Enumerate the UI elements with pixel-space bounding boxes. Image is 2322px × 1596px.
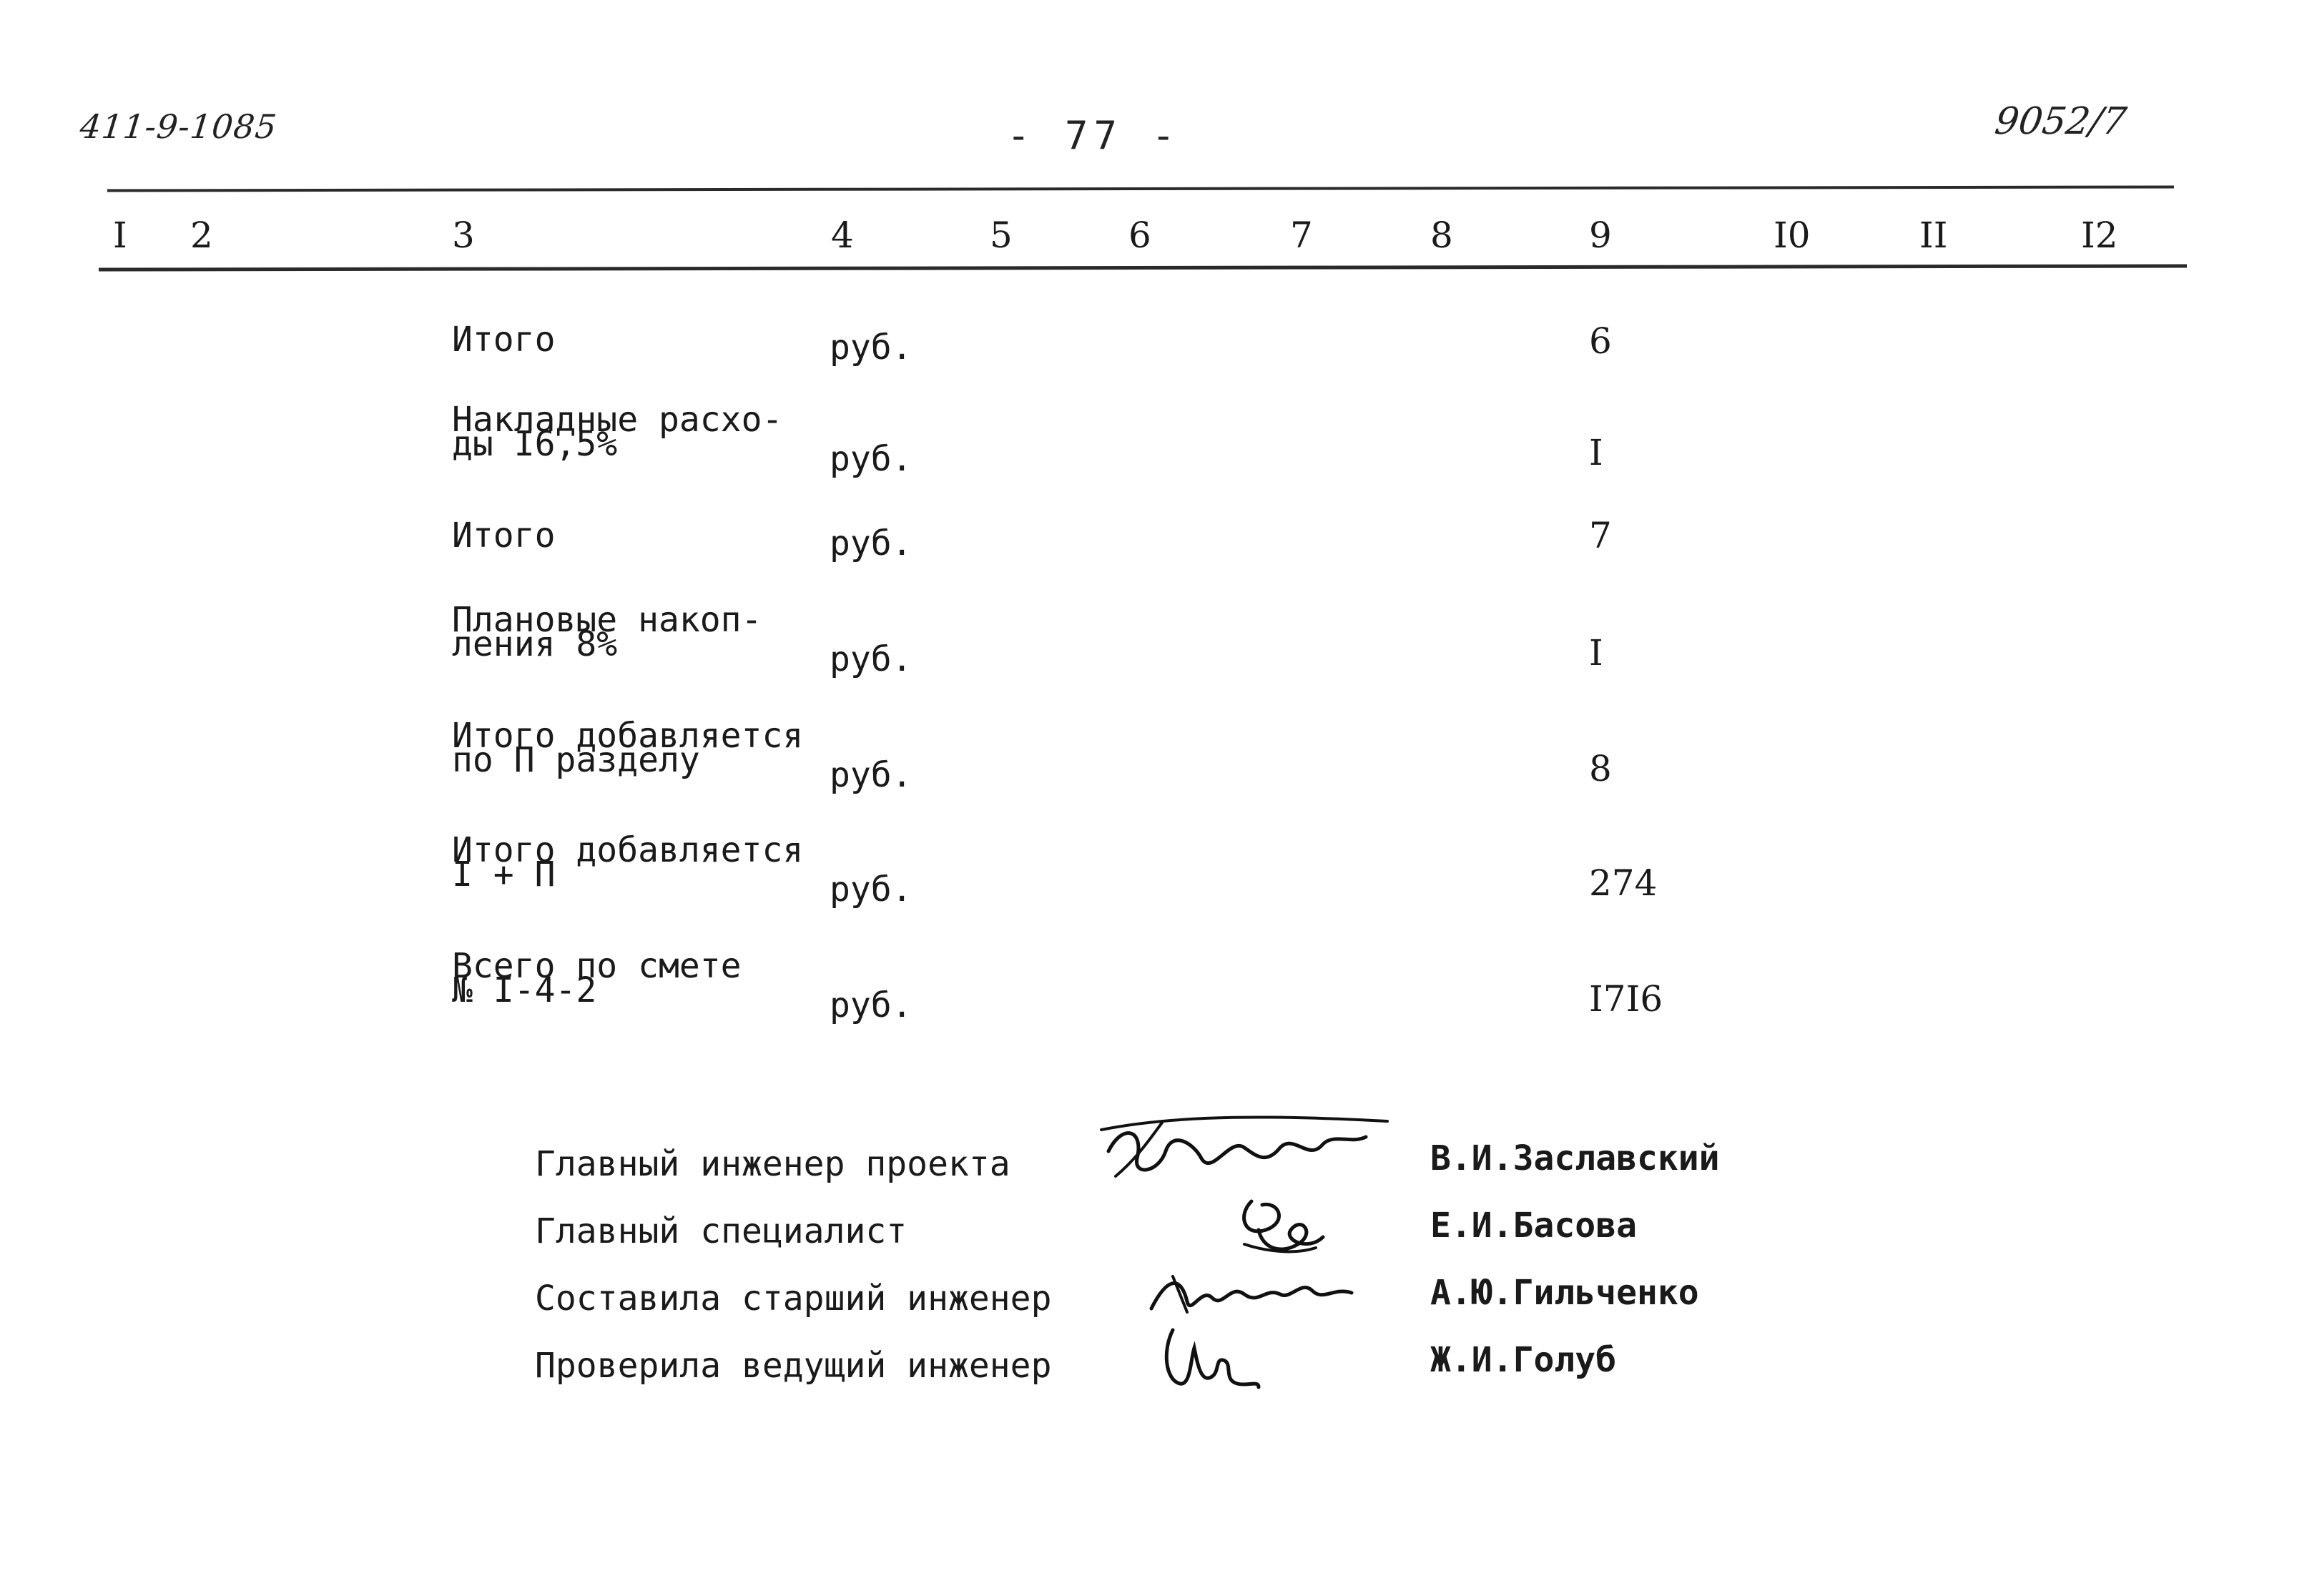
signatory-name: Е.И.Басова — [1430, 1206, 1637, 1246]
signatory-title: Главный инженер проекта — [535, 1144, 1010, 1184]
row-unit: руб. — [830, 870, 912, 910]
column-number: II — [1919, 215, 1948, 256]
row-label: Плановые накоп- ления 8% — [452, 600, 762, 664]
row-value: 7 — [1589, 515, 1612, 556]
page-number: - 77 - — [1007, 113, 1181, 158]
row-label: Итого добавляется по П разделу — [452, 716, 804, 780]
table-top-rule — [107, 185, 2174, 192]
column-number: 9 — [1589, 215, 1612, 256]
signatory-name: А.Ю.Гильченко — [1430, 1273, 1699, 1313]
signatory-name: В.И.Заславский — [1430, 1138, 1720, 1178]
row-unit: руб. — [830, 439, 912, 479]
row-value: 8 — [1589, 748, 1612, 789]
row-unit: руб. — [830, 985, 912, 1025]
column-number: 6 — [1128, 215, 1151, 256]
column-number: 8 — [1430, 215, 1453, 256]
signatory-title: Составила старший инженер — [535, 1279, 1052, 1319]
signatory-title: Главный специалист — [535, 1211, 907, 1251]
row-value: 274 — [1589, 862, 1658, 904]
signatory-title: Проверила ведущий инженер — [535, 1346, 1052, 1386]
row-value: I — [1589, 632, 1603, 674]
row-label: Итого добавляется I + П — [452, 830, 804, 895]
signatory-name: Ж.И.Голуб — [1430, 1340, 1617, 1380]
row-value: I — [1589, 432, 1603, 473]
document-code: 411-9-1085 — [78, 107, 280, 146]
column-number: 5 — [990, 215, 1013, 256]
row-unit: руб. — [830, 755, 912, 795]
handwritten-signature — [1151, 1316, 1266, 1402]
row-label: Итого — [452, 320, 556, 360]
row-label: Накладные расхо- ды I6,5% — [452, 400, 783, 464]
handwritten-signature — [1094, 1108, 1394, 1194]
column-number: 2 — [190, 215, 213, 256]
column-number: 4 — [831, 215, 854, 256]
sheet-code: 9052/7 — [1992, 100, 2130, 143]
row-label: Итого — [452, 516, 556, 556]
row-value: 6 — [1589, 320, 1612, 362]
column-number: I0 — [1774, 215, 1811, 256]
row-unit: руб. — [830, 523, 912, 563]
table-header-rule — [99, 264, 2187, 271]
row-unit: руб. — [830, 639, 912, 679]
row-unit: руб. — [830, 327, 912, 368]
column-number: 3 — [452, 215, 475, 256]
row-label: Всего по смете № I-4-2 — [452, 946, 742, 1010]
row-value: I7I6 — [1589, 978, 1663, 1020]
handwritten-signature — [1230, 1187, 1330, 1266]
column-number: I — [113, 215, 127, 256]
column-number: I2 — [2081, 215, 2118, 256]
column-number: 7 — [1290, 215, 1313, 256]
